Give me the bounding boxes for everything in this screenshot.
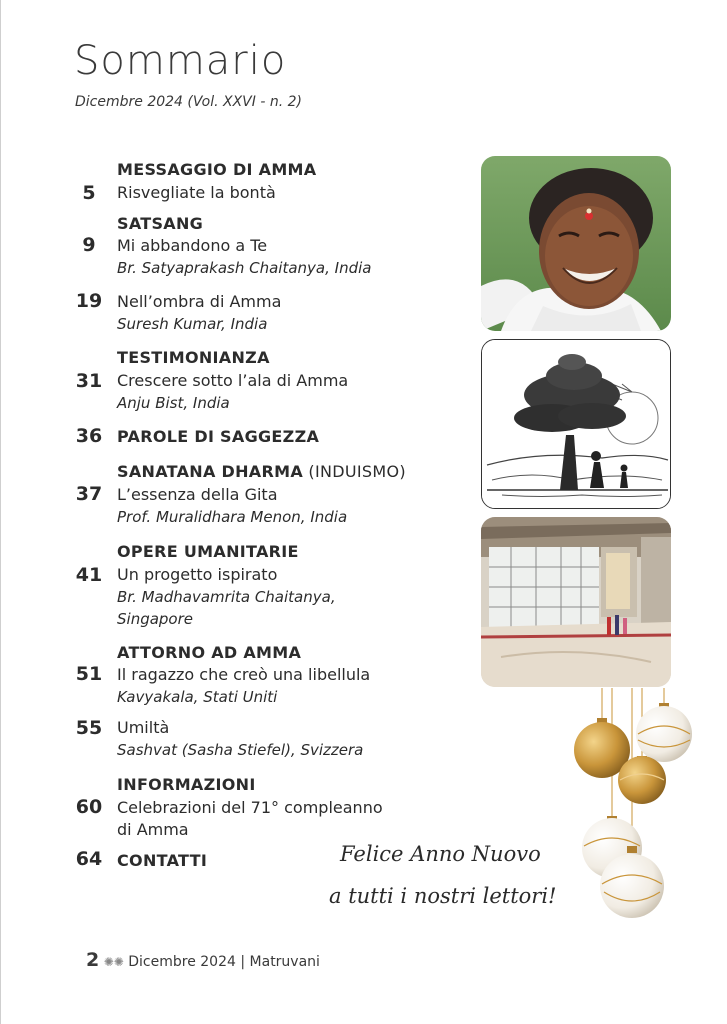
- toc-entry[interactable]: [70, 425, 450, 451]
- page-title: Sommario: [74, 38, 287, 84]
- article-author: Anju Bist, India: [117, 394, 230, 412]
- article-author: Kavyakala, Stati Uniti: [117, 688, 278, 706]
- section-heading: OPERE UMANITARIE: [117, 542, 299, 561]
- section-heading: PAROLE DI SAGGEZZA: [117, 427, 320, 446]
- page-number: 55: [75, 717, 103, 739]
- section-heading-main: SANATANA DHARMA: [117, 462, 304, 481]
- article-title: Nell’ombra di Amma: [117, 292, 282, 311]
- section-heading: SATSANG: [117, 214, 204, 233]
- greeting-line-2: a tutti i nostri lettori!: [329, 884, 557, 908]
- footer-page-number: 2: [86, 949, 100, 971]
- footer-publication: Matruvani: [249, 954, 320, 970]
- toc-entry[interactable]: [70, 290, 450, 338]
- footer-divider: |: [240, 954, 246, 970]
- article-author: Sashvat (Sasha Stiefel), Svizzera: [117, 741, 364, 759]
- section-heading: [117, 462, 406, 481]
- page-number: 51: [75, 663, 103, 685]
- greeting-line-1: Felice Anno Nuovo: [340, 842, 541, 866]
- toc-entry[interactable]: [70, 717, 450, 765]
- article-author: Br. Satyaprakash Chaitanya, India: [117, 259, 372, 277]
- issue-subtitle: Dicembre 2024 (Vol. XXVI - n. 2): [75, 94, 302, 110]
- christmas-ornaments: [566, 688, 706, 928]
- toc-entry[interactable]: [70, 346, 450, 416]
- article-title-cont: di Amma: [117, 820, 189, 839]
- footer-date: Dicembre 2024: [128, 954, 236, 970]
- article-title: Il ragazzo che creò una libellula: [117, 665, 371, 684]
- article-title: Mi abbandono a Te: [117, 236, 268, 255]
- page-footer: [86, 949, 320, 971]
- page-number: 60: [75, 796, 103, 818]
- page-number: 9: [82, 234, 96, 256]
- page-number: 5: [82, 182, 96, 204]
- article-title: Umiltà: [117, 718, 170, 737]
- page-edge-line: [0, 0, 1, 1024]
- article-author: Suresh Kumar, India: [117, 315, 268, 333]
- article-author: Br. Madhavamrita Chaitanya,: [117, 588, 336, 606]
- toc-entry[interactable]: [70, 775, 450, 843]
- page-number: 37: [75, 483, 103, 505]
- article-title: Celebrazioni del 71° compleanno: [117, 798, 383, 817]
- page-number: 64: [75, 848, 103, 870]
- page-number: 19: [75, 290, 103, 312]
- section-heading: CONTATTI: [117, 851, 208, 870]
- page-number: 31: [75, 370, 103, 392]
- section-heading: MESSAGGIO DI AMMA: [117, 160, 317, 179]
- article-title: L’essenza della Gita: [117, 485, 278, 504]
- article-author-cont: Singapore: [117, 610, 194, 628]
- article-author: Prof. Muralidhara Menon, India: [117, 508, 348, 526]
- page-number: 41: [75, 564, 103, 586]
- page-number: 36: [75, 425, 103, 447]
- section-heading-suffix: (INDUISMO): [303, 462, 406, 481]
- tree-illustration: [481, 339, 671, 509]
- toc-entry[interactable]: [70, 540, 450, 632]
- toc-entry[interactable]: [70, 158, 450, 208]
- footer-ornament: ✺✺: [103, 955, 124, 969]
- section-heading: TESTIMONIANZA: [117, 348, 270, 367]
- article-title: Un progetto ispirato: [117, 565, 278, 584]
- article-title: Risvegliate la bontà: [117, 183, 276, 202]
- toc-entry[interactable]: [70, 641, 450, 711]
- section-heading: INFORMAZIONI: [117, 775, 256, 794]
- article-title: Crescere sotto l’ala di Amma: [117, 371, 349, 390]
- section-heading: ATTORNO AD AMMA: [117, 643, 302, 662]
- toc-entry[interactable]: [70, 460, 450, 530]
- hall-interior-photo: [481, 517, 671, 687]
- portrait-photo: [481, 156, 671, 331]
- toc-entry[interactable]: [70, 212, 450, 282]
